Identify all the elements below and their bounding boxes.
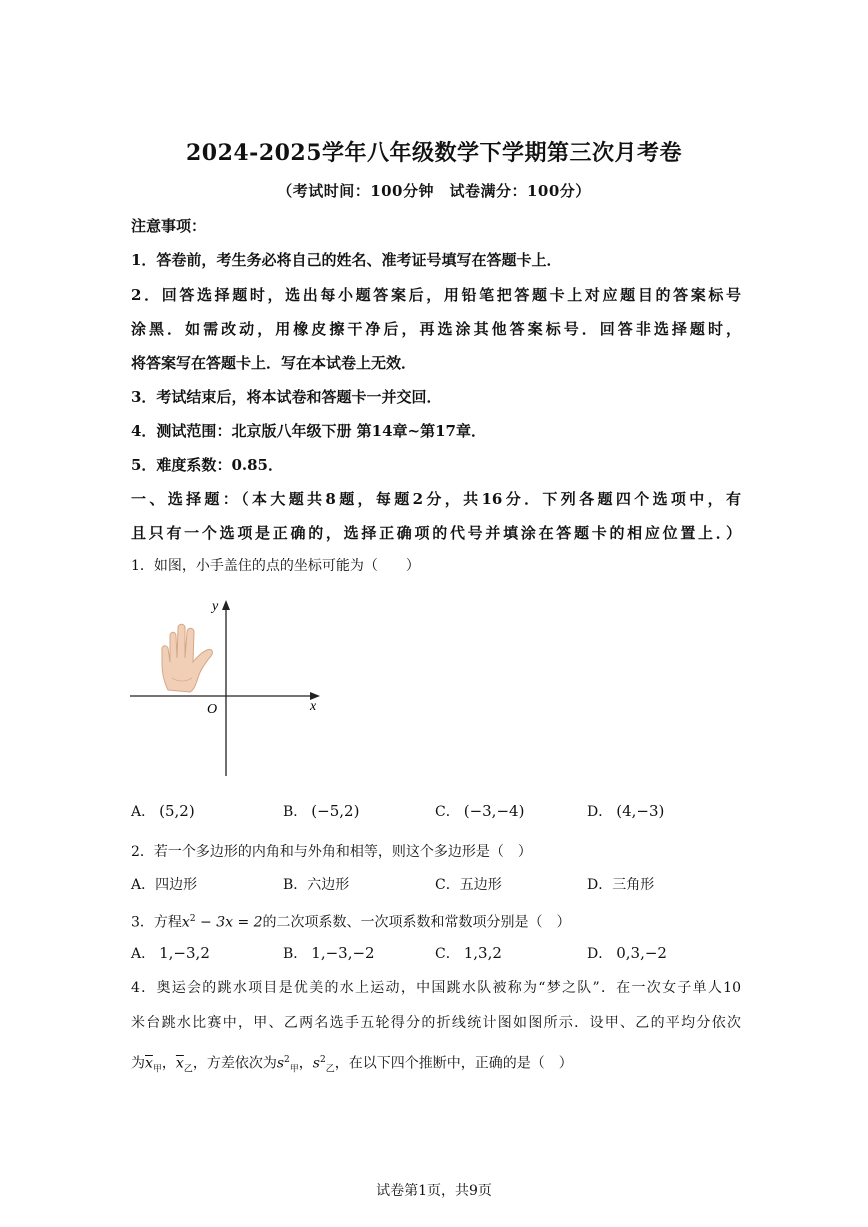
option-value: 1,−3,2	[159, 944, 210, 962]
page-subtitle: （考试时间：100分钟 试卷满分：100分）	[277, 182, 591, 200]
variance-symbol: s	[312, 1055, 320, 1072]
option-letter: B．	[283, 877, 308, 893]
notice-item: 将答案写在答题卡上．写在本试卷上无效．	[131, 354, 417, 372]
mean-symbol: $\overline{x}$	[145, 1055, 153, 1072]
q2-option-c[interactable]	[435, 875, 502, 895]
notice-item: 3．考试结束后，将本试卷和答题卡一并交回．	[131, 388, 442, 406]
question-4-stem: 米台跳水比赛中，甲、乙两名选手五轮得分的折线统计图如图所示．设甲、乙的平均分依次	[131, 1015, 741, 1031]
equation-exponent: 2	[189, 914, 196, 924]
origin-label: O	[207, 702, 218, 717]
question-1-stem: 1．如图，小手盖住的点的坐标可能为（ ）	[131, 558, 420, 574]
q1-option-d[interactable]	[587, 801, 664, 822]
option-letter: A．	[131, 877, 156, 893]
option-value: (−3,−4)	[463, 802, 525, 820]
question-1-figure	[128, 592, 328, 782]
question-4-stem: 4．奥运会的跳水项目是优美的水上运动，中国跳水队被称为“梦之队”．在一次女子单人10	[131, 980, 741, 996]
q2-option-a[interactable]	[131, 875, 197, 895]
section-heading: 一、选择题：（本大题共8题，每题2分，共16分．下列各题四个选项中，有	[131, 490, 741, 508]
page-footer: 试卷第1页，共9页	[376, 1183, 492, 1199]
q3-option-b[interactable]	[283, 943, 375, 964]
variance-exponent: 2	[284, 1055, 290, 1065]
stem-text: ，	[298, 1055, 313, 1072]
question-4-stem	[131, 1050, 741, 1079]
stem-text: 为	[131, 1055, 145, 1072]
q2-option-d[interactable]	[587, 875, 654, 895]
notice-item: 1．答卷前，考生务必将自己的姓名、准考证号填写在答题卡上．	[131, 251, 562, 269]
mean-subscript: 甲	[152, 1064, 162, 1075]
option-value: 六边形	[307, 877, 350, 893]
option-letter: D．	[587, 877, 613, 893]
notice-heading: 注意事项：	[131, 217, 207, 235]
x-axis-label: x	[310, 699, 317, 714]
question-2-stem: 2．若一个多边形的内角和与外角和相等，则这个多边形是（ ）	[131, 844, 532, 860]
section-heading: 且只有一个选项是正确的，选择正确项的代号并填涂在答题卡的相应位置上．）	[131, 524, 741, 542]
variance-subscript: 甲	[289, 1064, 299, 1075]
q1-option-c[interactable]	[435, 801, 524, 822]
question-3-stem	[131, 909, 741, 933]
notice-item: 5．难度系数：0.85．	[131, 456, 283, 474]
equation-rest: − 3x = 2	[195, 914, 263, 931]
option-value: (4,−3)	[616, 802, 665, 820]
variance-symbol: s	[276, 1055, 285, 1072]
stem-text: 的二次项系数、一次项系数和常数项分别是（ ）	[262, 914, 571, 931]
option-value: 四边形	[155, 877, 198, 893]
option-value: 五边形	[459, 877, 502, 893]
option-letter: B．	[283, 946, 308, 962]
notice-item: 4．测试范围：北京版八年级下册 第14章~第17章．	[131, 422, 486, 440]
option-value: 三角形	[612, 877, 655, 893]
option-letter: C．	[435, 946, 460, 962]
option-letter: B．	[283, 804, 308, 820]
variance-exponent: 2	[319, 1055, 326, 1065]
hand-icon	[162, 624, 213, 692]
q2-option-b[interactable]	[283, 875, 349, 895]
q3-option-c[interactable]	[435, 943, 502, 964]
notice-item: 2．回答选择题时，选出每小题答案后，用铅笔把答题卡上对应题目的答案标号	[131, 286, 741, 304]
option-value: 1,3,2	[463, 944, 502, 962]
q3-option-d[interactable]	[587, 943, 667, 964]
notice-item: 涂黑．如需改动，用橡皮擦干净后，再选涂其他答案标号．回答非选择题时，	[131, 320, 741, 338]
option-value: (5,2)	[159, 802, 195, 820]
equation-var: x	[181, 914, 190, 931]
option-value: (−5,2)	[311, 802, 360, 820]
q1-option-b[interactable]	[283, 801, 359, 822]
stem-text: 3．方程	[131, 914, 182, 931]
mean-subscript: 乙	[183, 1064, 193, 1075]
option-letter: D．	[587, 804, 613, 820]
q3-option-a[interactable]	[131, 943, 210, 964]
option-value: 0,3,−2	[616, 944, 667, 962]
option-letter: C．	[435, 804, 460, 820]
stem-text: ，方差依次为	[192, 1055, 277, 1072]
coordinate-plane	[128, 592, 328, 782]
y-axis-arrow	[222, 600, 230, 610]
option-letter: C．	[435, 877, 460, 893]
page-title: 2024-2025学年八年级数学下学期第三次月考卷	[185, 140, 683, 166]
q1-option-a[interactable]	[131, 801, 195, 822]
option-value: 1,−3,−2	[311, 944, 375, 962]
stem-text: ，	[161, 1055, 176, 1072]
mean-symbol: $\overline{x}$	[175, 1055, 184, 1072]
option-letter: D．	[587, 946, 613, 962]
y-axis-label: y	[212, 599, 219, 614]
variance-subscript: 乙	[325, 1064, 335, 1075]
stem-text: ，在以下四个推断中，正确的是（ ）	[334, 1055, 573, 1072]
option-letter: A．	[131, 946, 156, 962]
option-letter: A．	[131, 804, 156, 820]
